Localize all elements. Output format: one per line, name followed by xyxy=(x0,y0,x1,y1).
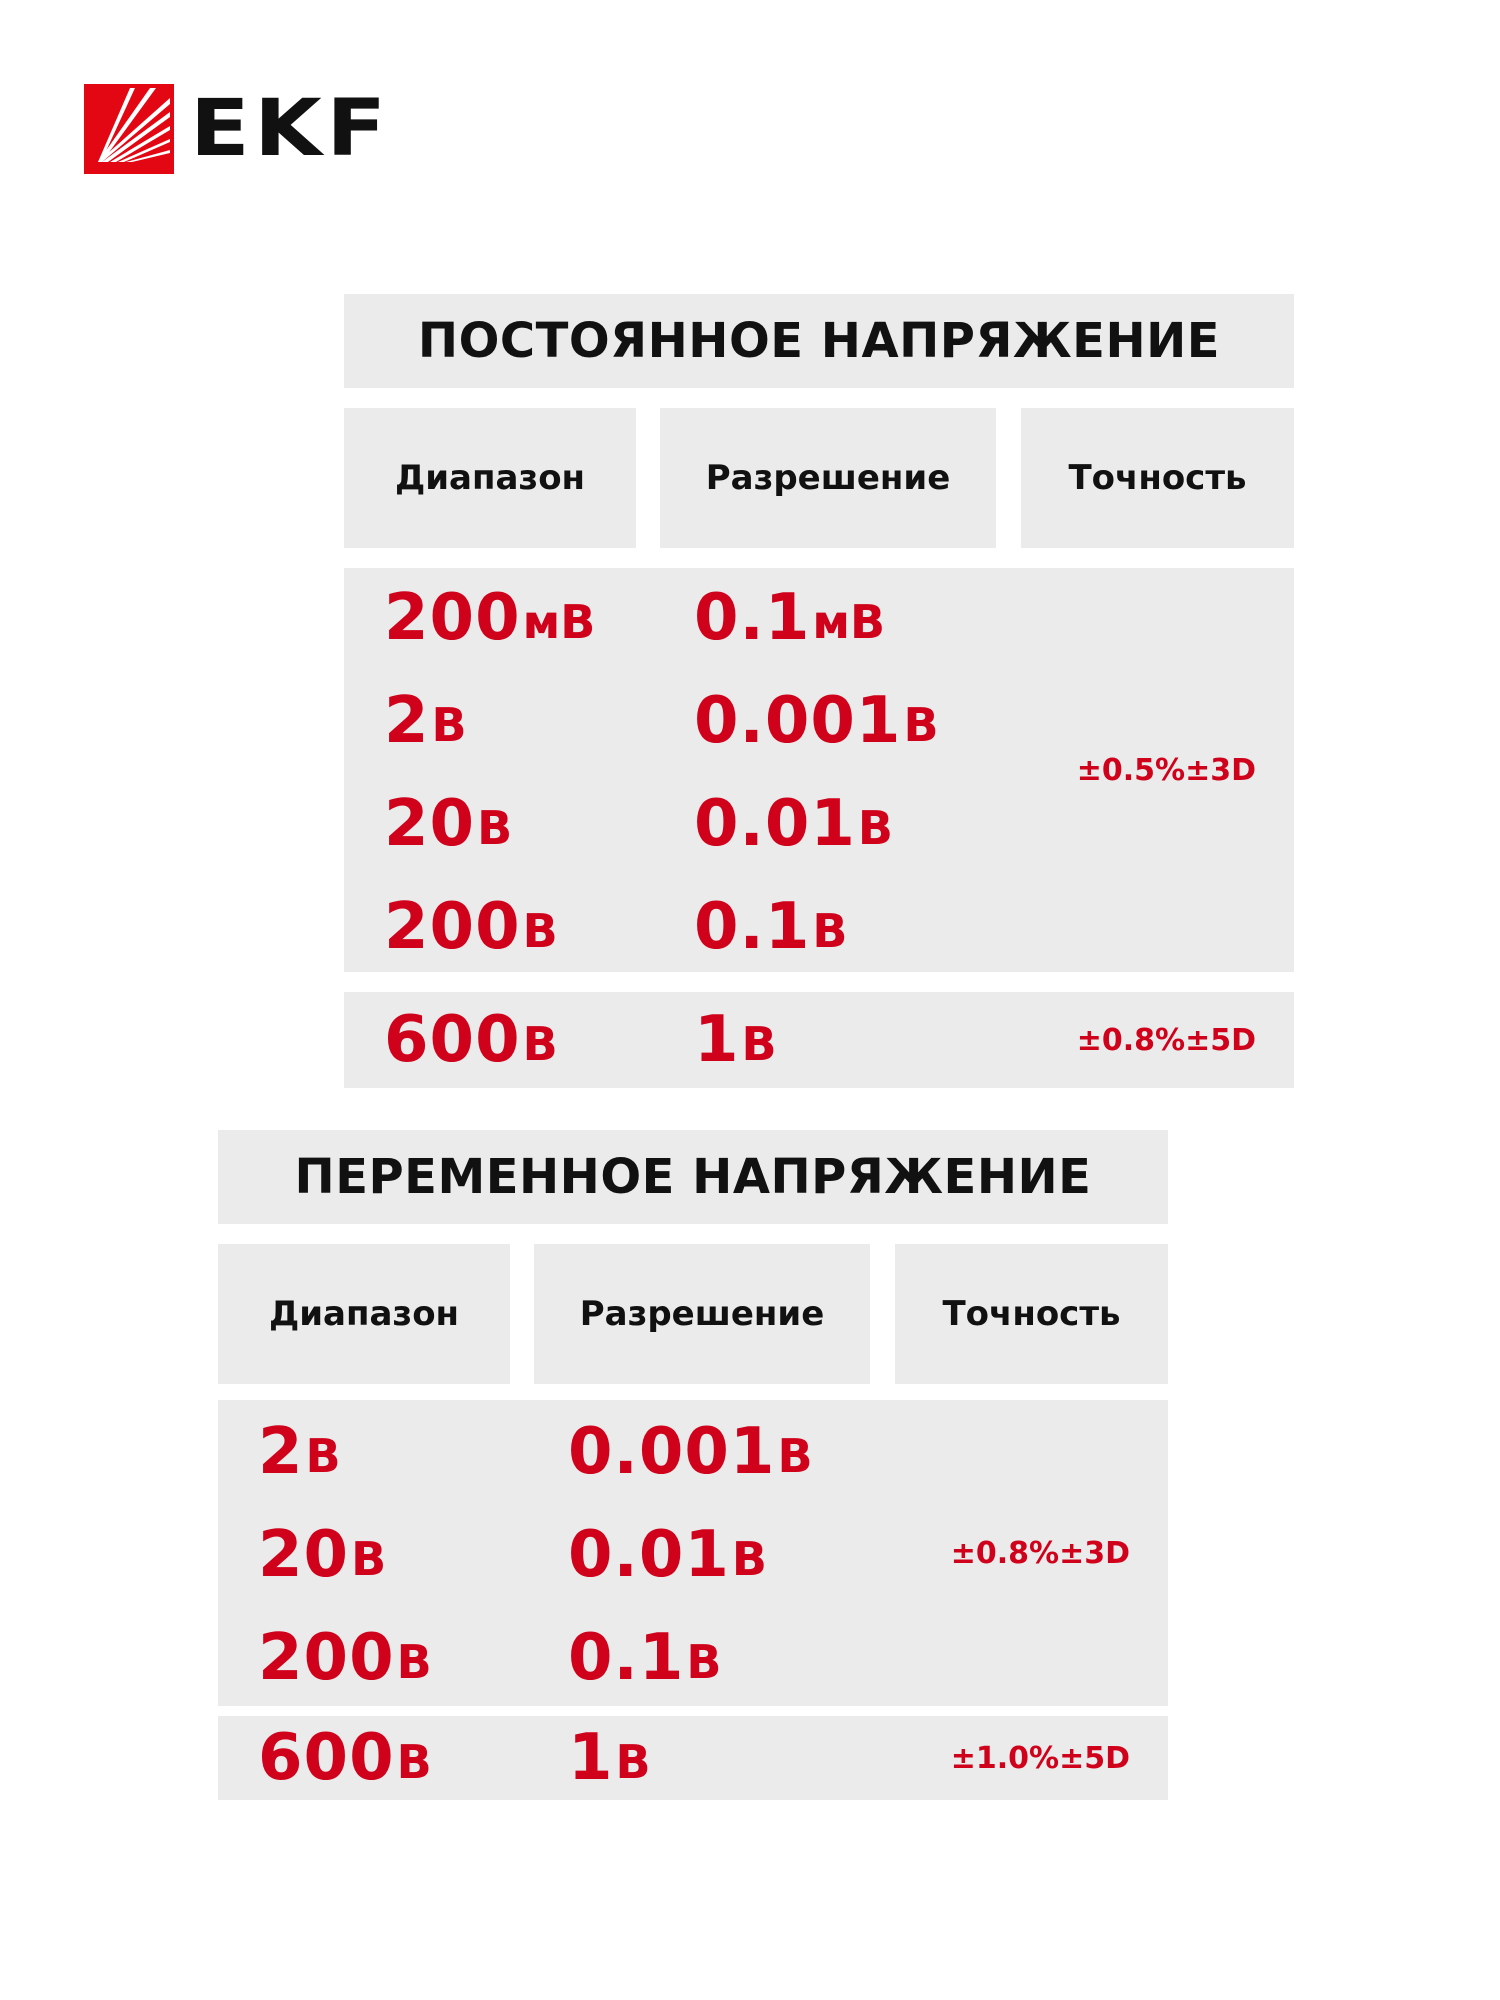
resolution-cell xyxy=(568,1706,651,1809)
range-value: 600 xyxy=(258,1720,395,1795)
range-unit: В xyxy=(522,1016,558,1071)
resolution-unit: В xyxy=(777,1428,813,1483)
resolution-unit: В xyxy=(903,697,939,752)
range-value: 200 xyxy=(384,889,521,964)
resolution-cell xyxy=(568,1503,767,1606)
header-resolution: Разрешение xyxy=(660,408,996,548)
resolution-value: 0.01 xyxy=(568,1517,730,1592)
resolution-unit: мВ xyxy=(812,594,886,649)
range-cell xyxy=(258,1706,432,1809)
value-group xyxy=(218,1716,1168,1800)
range-unit: мВ xyxy=(522,594,596,649)
resolution-unit: В xyxy=(686,1634,722,1689)
resolution-cell xyxy=(568,1400,813,1503)
range-unit: В xyxy=(305,1428,341,1483)
resolution-value: 1 xyxy=(694,1002,740,1077)
range-cell xyxy=(384,772,512,875)
range-value: 200 xyxy=(258,1620,395,1695)
resolution-value: 1 xyxy=(568,1720,614,1795)
range-unit: В xyxy=(396,1634,432,1689)
resolution-value: 0.1 xyxy=(568,1620,685,1695)
resolution-cell xyxy=(694,566,885,669)
resolution-cell xyxy=(694,988,777,1091)
range-cell xyxy=(258,1400,341,1503)
resolution-value: 0.001 xyxy=(568,1414,776,1489)
value-group xyxy=(344,992,1294,1088)
value-group xyxy=(218,1400,1168,1706)
ekf-logo xyxy=(84,84,391,174)
range-value: 2 xyxy=(258,1414,304,1489)
brand-name: EKF xyxy=(190,84,391,174)
resolution-unit: В xyxy=(857,800,893,855)
accuracy-value: ±0.8%±5D xyxy=(1076,1022,1256,1058)
resolution-value: 0.1 xyxy=(694,889,811,964)
header-resolution: Разрешение xyxy=(534,1244,870,1384)
accuracy-value: ±1.0%±5D xyxy=(950,1740,1130,1776)
range-cell xyxy=(384,988,558,1091)
resolution-unit: В xyxy=(615,1734,651,1789)
range-unit: В xyxy=(431,697,467,752)
resolution-value: 0.001 xyxy=(694,683,902,758)
range-unit: В xyxy=(351,1531,387,1586)
value-group xyxy=(344,568,1294,972)
accuracy-value: ±0.8%±3D xyxy=(950,1535,1130,1571)
range-cell xyxy=(384,669,467,772)
range-value: 200 xyxy=(384,580,521,655)
range-value: 20 xyxy=(384,786,476,861)
range-cell xyxy=(258,1606,432,1709)
header-range: Диапазон xyxy=(344,408,636,548)
resolution-unit: В xyxy=(741,1016,777,1071)
resolution-value: 0.01 xyxy=(694,786,856,861)
header-accuracy: Точность xyxy=(895,1244,1168,1384)
range-unit: В xyxy=(522,903,558,958)
range-cell xyxy=(384,875,558,978)
resolution-cell xyxy=(694,669,939,772)
table-title: ПЕРЕМЕННОЕ НАПРЯЖЕНИЕ xyxy=(218,1130,1168,1224)
accuracy-value: ±0.5%±3D xyxy=(1076,752,1256,788)
resolution-value: 0.1 xyxy=(694,580,811,655)
range-cell xyxy=(384,566,595,669)
range-value: 20 xyxy=(258,1517,350,1592)
range-cell xyxy=(258,1503,386,1606)
range-unit: В xyxy=(477,800,513,855)
resolution-cell xyxy=(694,772,893,875)
range-value: 2 xyxy=(384,683,430,758)
table-title: ПОСТОЯННОЕ НАПРЯЖЕНИЕ xyxy=(344,294,1294,388)
range-unit: В xyxy=(396,1734,432,1789)
header-range: Диапазон xyxy=(218,1244,510,1384)
header-accuracy: Точность xyxy=(1021,408,1294,548)
resolution-cell xyxy=(568,1606,721,1709)
resolution-unit: В xyxy=(731,1531,767,1586)
resolution-unit: В xyxy=(812,903,848,958)
logo-burst-icon xyxy=(84,84,174,174)
range-value: 600 xyxy=(384,1002,521,1077)
resolution-cell xyxy=(694,875,847,978)
